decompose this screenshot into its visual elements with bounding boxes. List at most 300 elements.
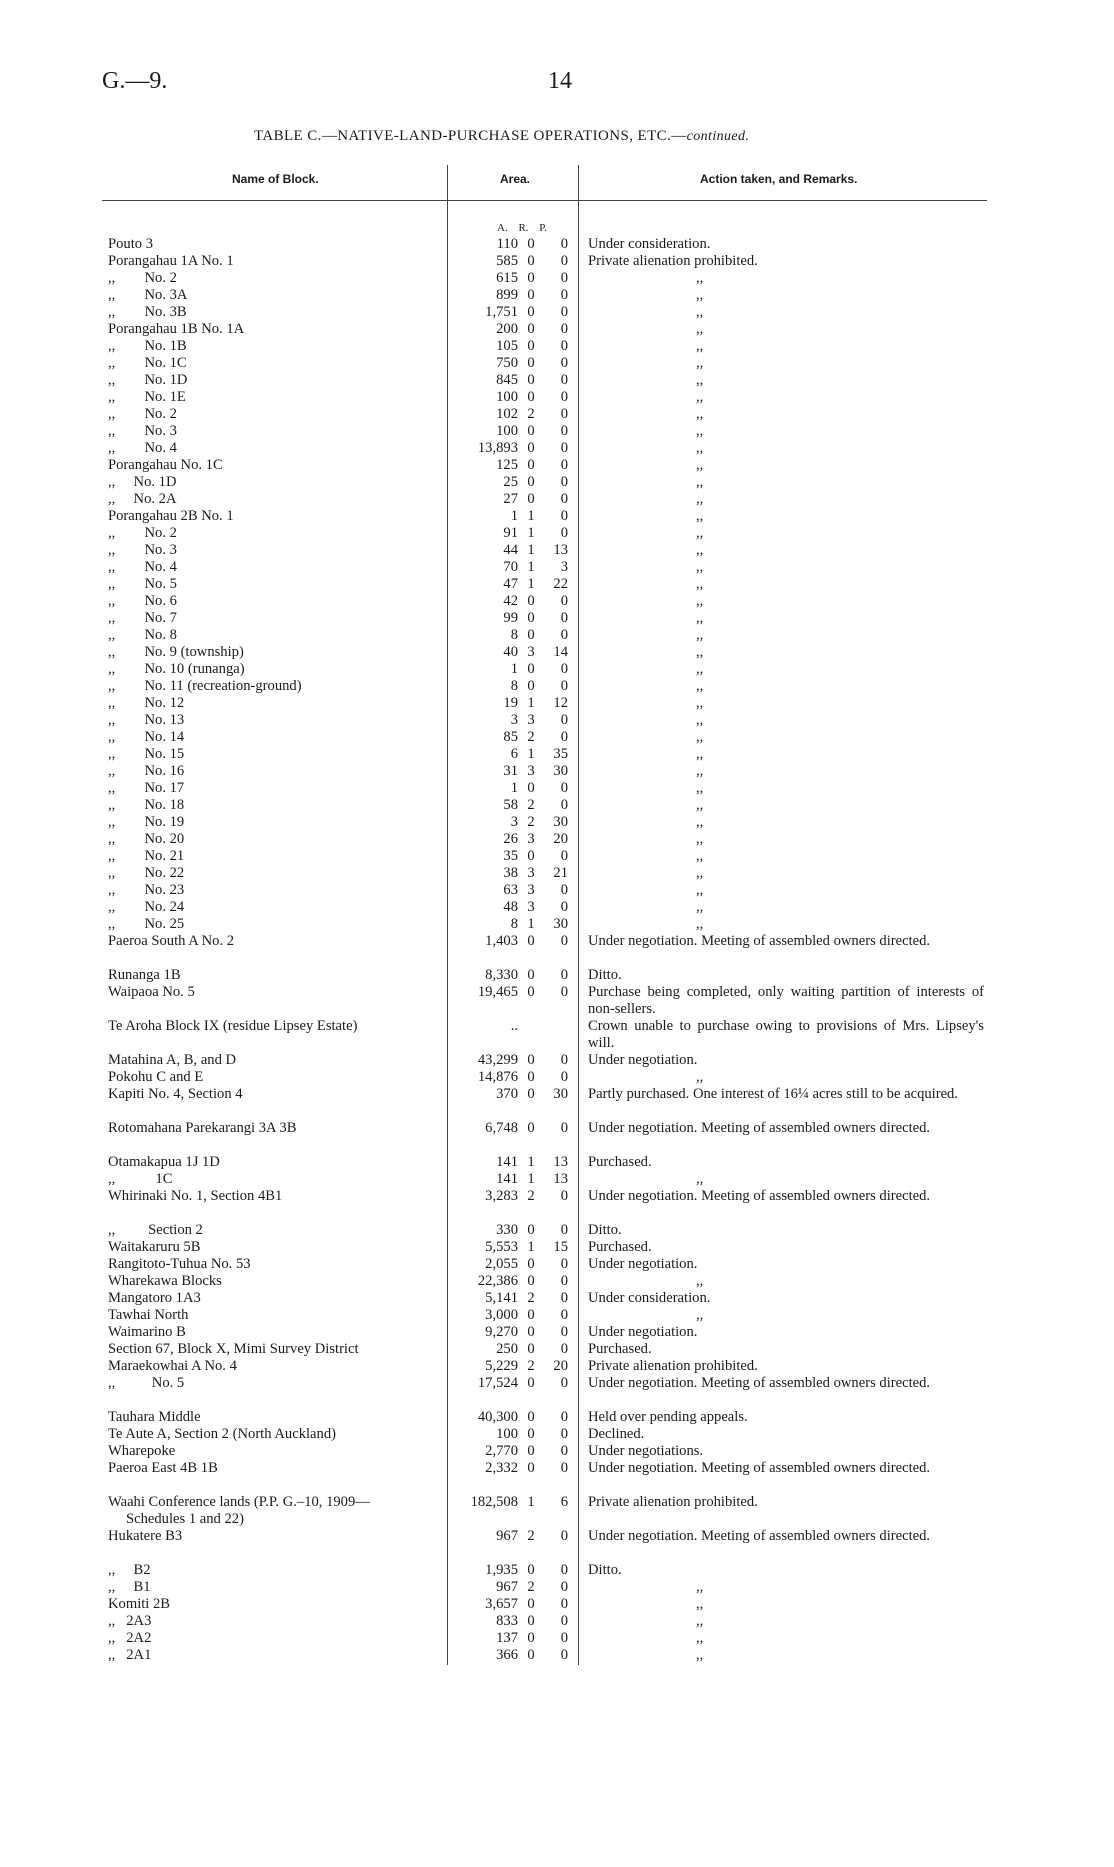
area-roods: 0 [527, 355, 535, 371]
area-perches: 0 [560, 236, 568, 252]
area-roods: 0 [527, 1647, 535, 1663]
table-row [0, 1528, 1114, 1545]
area-acres: 125 [496, 457, 518, 473]
ditto-mark: ,, [696, 916, 704, 932]
action-remark: Private alienation prohibited. [588, 253, 758, 269]
area-roods: 1 [527, 559, 535, 575]
table-row [0, 1613, 1114, 1630]
ditto-mark: ,, [696, 678, 704, 694]
block-name: ,, No. 9 (township) [108, 644, 244, 660]
area-perches: 0 [560, 423, 568, 439]
block-name: ,, No. 2 [108, 270, 177, 286]
area-roods: 2 [527, 729, 535, 745]
area-acres: 85 [503, 729, 518, 745]
ditto-mark: ,, [696, 338, 704, 354]
table-row [0, 695, 1114, 712]
table-row [0, 287, 1114, 304]
area-roods: 0 [527, 1375, 535, 1391]
area-acres: 8 [510, 627, 518, 643]
area-roods: 0 [527, 287, 535, 303]
table-row [0, 1069, 1114, 1086]
action-remark: Under consideration. [588, 1290, 711, 1306]
area-roods: 0 [527, 1596, 535, 1612]
table-row [0, 1307, 1114, 1324]
area-acres: 585 [496, 253, 518, 269]
area-perches: 0 [560, 1052, 568, 1068]
block-name: ,, No. 4 [108, 440, 177, 456]
area-perches: 13 [553, 1171, 568, 1187]
table-row [0, 270, 1114, 287]
area-acres: 2,770 [485, 1443, 518, 1459]
area-roods: 3 [527, 882, 535, 898]
area-perches: 0 [560, 984, 568, 1000]
area-acres: 899 [496, 287, 518, 303]
table-row [0, 1358, 1114, 1375]
ditto-mark: ,, [696, 389, 704, 405]
area-roods: 1 [527, 542, 535, 558]
area-acres: 26 [503, 831, 518, 847]
table-row [0, 780, 1114, 797]
area-roods: 0 [527, 1562, 535, 1578]
area-perches: 0 [560, 1426, 568, 1442]
area-perches: 0 [560, 1069, 568, 1085]
action-remark: Under negotiation. Meeting of assembled owners directed. [588, 1188, 931, 1204]
block-name: ,, No. 17 [108, 780, 185, 796]
area-perches: 0 [560, 1596, 568, 1612]
table-row [0, 1409, 1114, 1426]
table-row [0, 746, 1114, 763]
area-acres: 967 [496, 1579, 518, 1595]
block-name: ,, B2 [108, 1562, 151, 1578]
area-perches: 0 [560, 406, 568, 422]
area-roods: 0 [527, 967, 535, 983]
ditto-mark: ,, [696, 882, 704, 898]
area-acres: 3 [510, 712, 518, 728]
block-name: Pokohu C and E [108, 1069, 204, 1085]
area-perches: 35 [553, 746, 568, 762]
area-perches: 0 [560, 933, 568, 949]
block-name: Section 67, Block X, Mimi Survey District [108, 1341, 359, 1357]
block-name: Paeroa South A No. 2 [108, 933, 235, 949]
area-perches: 0 [560, 389, 568, 405]
table-row [0, 1086, 1114, 1103]
action-remark: Under negotiation. Meeting of assembled owners directed. [588, 933, 931, 949]
area-perches: 0 [560, 610, 568, 626]
table-row [0, 1120, 1114, 1137]
action-remark: Purchased. [588, 1239, 652, 1255]
area-roods: 1 [527, 746, 535, 762]
area-roods: 0 [527, 1120, 535, 1136]
area-perches: 13 [553, 1154, 568, 1170]
area-acres: 25 [503, 474, 518, 490]
area-perches: 0 [560, 287, 568, 303]
table-row [0, 814, 1114, 831]
table-row [0, 321, 1114, 338]
area-perches: 30 [553, 763, 568, 779]
area-perches: 0 [560, 780, 568, 796]
area-acres: 102 [496, 406, 518, 422]
table-row [0, 1647, 1114, 1664]
ditto-mark: ,, [696, 1579, 704, 1595]
block-name: ,, No. 4 [108, 559, 177, 575]
area-perches: 0 [560, 525, 568, 541]
table-row [0, 1018, 1114, 1051]
action-remark: Ditto. [588, 1562, 622, 1578]
block-name: Waitakaruru 5B [108, 1239, 201, 1255]
block-name: Hukatere B3 [108, 1528, 183, 1544]
area-roods: 0 [527, 321, 535, 337]
area-acres: 1,751 [485, 304, 518, 320]
area-roods: 2 [527, 406, 535, 422]
action-remark: Purchase being completed, only waiting partition of interests of non-sellers. [588, 984, 984, 1017]
area-acres: 31 [503, 763, 518, 779]
block-name: Paeroa East 4B 1B [108, 1460, 218, 1476]
ditto-mark: ,, [696, 1630, 704, 1646]
action-remark: Ditto. [588, 967, 622, 983]
area-acres: 27 [503, 491, 518, 507]
block-name: ,, No. 2 [108, 525, 177, 541]
area-acres: 48 [503, 899, 518, 915]
area-acres: 8 [510, 916, 518, 932]
area-acres: .. [510, 1018, 518, 1034]
ditto-mark: ,, [696, 542, 704, 558]
block-name: Kapiti No. 4, Section 4 [108, 1086, 243, 1102]
block-name: ,, No. 5 [108, 576, 177, 592]
table-row [0, 338, 1114, 355]
area-perches: 0 [560, 1120, 568, 1136]
area-perches: 15 [553, 1239, 568, 1255]
block-name: ,, No. 20 [108, 831, 185, 847]
area-perches: 6 [560, 1494, 568, 1510]
block-name: Maraekowhai A No. 4 [108, 1358, 237, 1374]
block-name: ,, No. 3A [108, 287, 188, 303]
area-acres: 38 [503, 865, 518, 881]
table-row [0, 1341, 1114, 1358]
area-perches: 0 [560, 440, 568, 456]
area-perches: 0 [560, 627, 568, 643]
area-perches: 0 [560, 1647, 568, 1663]
area-roods: 0 [527, 440, 535, 456]
area-acres: 5,229 [485, 1358, 518, 1374]
action-remark: Under consideration. [588, 236, 711, 252]
column-header-remarks: Action taken, and Remarks. [700, 172, 858, 186]
area-acres: 3,283 [485, 1188, 518, 1204]
block-name: ,, No. 1D [108, 474, 177, 490]
area-roods: 1 [527, 576, 535, 592]
area-roods: 0 [527, 1069, 535, 1085]
area-perches: 0 [560, 1630, 568, 1646]
area-perches: 0 [560, 1273, 568, 1289]
block-name: Te Aroha Block IX (residue Lipsey Estate) [108, 1018, 358, 1034]
area-acres: 1,403 [485, 933, 518, 949]
area-acres: 3 [510, 814, 518, 830]
area-perches: 0 [560, 355, 568, 371]
area-acres: 370 [496, 1086, 518, 1102]
area-acres: 2,332 [485, 1460, 518, 1476]
ditto-mark: ,, [696, 695, 704, 711]
area-perches: 0 [560, 1341, 568, 1357]
area-perches: 0 [560, 882, 568, 898]
area-acres: 3,657 [485, 1596, 518, 1612]
area-roods: 0 [527, 1630, 535, 1646]
block-name: ,, No. 1B [108, 338, 187, 354]
area-acres: 19,465 [477, 984, 518, 1000]
area-acres: 22,386 [477, 1273, 518, 1289]
ditto-mark: ,, [696, 610, 704, 626]
area-acres: 141 [496, 1171, 518, 1187]
table-row [0, 525, 1114, 542]
block-name: ,, 1C [108, 1171, 173, 1187]
ditto-mark: ,, [696, 593, 704, 609]
column-header-name: Name of Block. [232, 172, 319, 186]
table-title-continued: continued. [686, 129, 750, 144]
area-roods: 0 [527, 1443, 535, 1459]
area-acres: 100 [496, 1426, 518, 1442]
area-roods: 0 [527, 661, 535, 677]
area-perches: 0 [560, 899, 568, 915]
block-name-continued: Schedules 1 and 22) [126, 1511, 244, 1527]
area-roods: 2 [527, 1579, 535, 1595]
ditto-mark: ,, [696, 440, 704, 456]
ditto-mark: ,, [696, 406, 704, 422]
ditto-mark: ,, [696, 848, 704, 864]
action-remark: Private alienation prohibited. [588, 1494, 758, 1510]
table-row [0, 661, 1114, 678]
area-perches: 3 [560, 559, 568, 575]
area-roods: 0 [527, 423, 535, 439]
area-roods: 2 [527, 1290, 535, 1306]
area-perches: 0 [560, 1256, 568, 1272]
table-row [0, 984, 1114, 1017]
block-name: Porangahau 1B No. 1A [108, 321, 245, 337]
table-row [0, 797, 1114, 814]
area-acres: 967 [496, 1528, 518, 1544]
table-row [0, 882, 1114, 899]
table-row [0, 916, 1114, 933]
table-row [0, 899, 1114, 916]
area-roods: 3 [527, 712, 535, 728]
area-perches: 0 [560, 491, 568, 507]
table-row [0, 678, 1114, 695]
area-roods: 0 [527, 1409, 535, 1425]
area-roods: 0 [527, 1426, 535, 1442]
ditto-mark: ,, [696, 1273, 704, 1289]
table-row [0, 253, 1114, 270]
action-remark: Ditto. [588, 1222, 622, 1238]
area-acres: 14,876 [477, 1069, 518, 1085]
area-acres: 5,553 [485, 1239, 518, 1255]
area-roods: 1 [527, 1154, 535, 1170]
area-units: A. R. P. [497, 222, 547, 234]
block-name: Mangatoro 1A3 [108, 1290, 201, 1306]
area-perches: 0 [560, 797, 568, 813]
block-name: ,, 2A1 [108, 1647, 152, 1663]
table-row [0, 1426, 1114, 1443]
table-row [0, 474, 1114, 491]
table-row [0, 508, 1114, 525]
block-name: Porangahau No. 1C [108, 457, 223, 473]
block-name: Matahina A, B, and D [108, 1052, 237, 1068]
ditto-mark: ,, [696, 1613, 704, 1629]
table-row [0, 1443, 1114, 1460]
ditto-mark: ,, [696, 423, 704, 439]
area-roods: 0 [527, 372, 535, 388]
area-acres: 40 [503, 644, 518, 660]
block-name: Waahi Conference lands (P.P. G.–10, 1909— [108, 1494, 370, 1510]
table-row [0, 1239, 1114, 1256]
area-acres: 845 [496, 372, 518, 388]
ditto-mark: ,, [696, 661, 704, 677]
table-row [0, 1052, 1114, 1069]
action-remark: Declined. [588, 1426, 645, 1442]
area-acres: 1 [510, 661, 518, 677]
block-name: ,, 2A3 [108, 1613, 152, 1629]
table-row [0, 865, 1114, 882]
area-perches: 0 [560, 372, 568, 388]
area-roods: 1 [527, 1171, 535, 1187]
ditto-mark: ,, [696, 780, 704, 796]
area-roods: 0 [527, 1086, 535, 1102]
area-roods: 0 [527, 236, 535, 252]
area-acres: 1,935 [485, 1562, 518, 1578]
block-name: ,, No. 11 (recreation-ground) [108, 678, 302, 694]
ditto-mark: ,, [696, 1647, 704, 1663]
table-row [0, 610, 1114, 627]
ditto-mark: ,, [696, 270, 704, 286]
area-roods: 0 [527, 984, 535, 1000]
ditto-mark: ,, [696, 712, 704, 728]
area-perches: 30 [553, 916, 568, 932]
area-roods: 0 [527, 1324, 535, 1340]
area-roods: 2 [527, 1188, 535, 1204]
block-name: Rangitoto-Tuhua No. 53 [108, 1256, 251, 1272]
block-name: Runanga 1B [108, 967, 181, 983]
area-roods: 0 [527, 491, 535, 507]
area-acres: 615 [496, 270, 518, 286]
block-name: ,, No. 2 [108, 406, 177, 422]
block-name: ,, No. 6 [108, 593, 177, 609]
table-row [0, 627, 1114, 644]
area-perches: 0 [560, 1443, 568, 1459]
action-remark: Purchased. [588, 1154, 652, 1170]
area-perches: 0 [560, 712, 568, 728]
ditto-mark: ,, [696, 304, 704, 320]
area-acres: 99 [503, 610, 518, 626]
table-row [0, 831, 1114, 848]
table-row [0, 1324, 1114, 1341]
area-roods: 0 [527, 780, 535, 796]
area-perches: 0 [560, 967, 568, 983]
area-acres: 8,330 [485, 967, 518, 983]
area-roods: 0 [527, 1460, 535, 1476]
table-row [0, 372, 1114, 389]
ditto-mark: ,, [696, 865, 704, 881]
area-perches: 0 [560, 1188, 568, 1204]
block-name: ,, No. 5 [108, 1375, 185, 1391]
area-perches: 0 [560, 1324, 568, 1340]
block-name: ,, No. 7 [108, 610, 177, 626]
area-acres: 200 [496, 321, 518, 337]
action-remark: Under negotiations. [588, 1443, 704, 1459]
area-acres: 70 [503, 559, 518, 575]
area-roods: 0 [527, 270, 535, 286]
block-name: ,, No. 13 [108, 712, 185, 728]
area-roods: 0 [527, 1613, 535, 1629]
table-row [0, 848, 1114, 865]
area-acres: 13,893 [477, 440, 518, 456]
area-perches: 0 [560, 1528, 568, 1544]
column-header-area: Area. [500, 172, 531, 186]
action-remark: Under negotiation. [588, 1052, 698, 1068]
area-acres: 17,524 [477, 1375, 518, 1391]
action-remark: Crown unable to purchase owing to provisions of Mrs. Lipsey's will. [588, 1018, 984, 1051]
area-acres: 9,270 [485, 1324, 518, 1340]
ditto-mark: ,, [696, 576, 704, 592]
area-perches: 22 [553, 576, 568, 592]
block-name: ,, No. 8 [108, 627, 177, 643]
block-name: ,, No. 22 [108, 865, 185, 881]
ditto-mark: ,, [696, 899, 704, 915]
table-row [0, 304, 1114, 321]
table-row [0, 389, 1114, 406]
ditto-mark: ,, [696, 355, 704, 371]
area-acres: 750 [496, 355, 518, 371]
action-remark: Purchased. [588, 1341, 652, 1357]
area-roods: 0 [527, 1307, 535, 1323]
block-name: Waimarino B [108, 1324, 186, 1340]
area-roods: 1 [527, 1494, 535, 1510]
block-name: ,, No. 2A [108, 491, 177, 507]
area-acres: 3,000 [485, 1307, 518, 1323]
area-roods: 3 [527, 644, 535, 660]
area-perches: 0 [560, 848, 568, 864]
ditto-mark: ,, [696, 746, 704, 762]
table-row [0, 1290, 1114, 1307]
block-name: ,, No. 1D [108, 372, 188, 388]
area-acres: 1 [510, 508, 518, 524]
area-roods: 3 [527, 831, 535, 847]
area-perches: 30 [553, 814, 568, 830]
area-perches: 20 [553, 1358, 568, 1374]
area-roods: 3 [527, 763, 535, 779]
block-name: Tawhai North [108, 1307, 189, 1323]
table-title-text: TABLE C.—NATIVE-LAND-PURCHASE OPERATIONS, ETC.— [254, 128, 687, 144]
table-row [0, 1579, 1114, 1596]
block-name: Pouto 3 [108, 236, 154, 252]
area-roods: 1 [527, 525, 535, 541]
ditto-mark: ,, [696, 559, 704, 575]
block-name: ,, No. 21 [108, 848, 185, 864]
area-perches: 0 [560, 1579, 568, 1595]
area-acres: 44 [503, 542, 518, 558]
table-row [0, 1460, 1114, 1477]
area-roods: 0 [527, 1256, 535, 1272]
area-acres: 366 [496, 1647, 518, 1663]
action-remark: Under negotiation. Meeting of assembled owners directed. [588, 1375, 931, 1391]
area-roods: 2 [527, 814, 535, 830]
area-acres: 137 [496, 1630, 518, 1646]
area-acres: 100 [496, 389, 518, 405]
area-roods: 3 [527, 865, 535, 881]
area-roods: 0 [527, 1273, 535, 1289]
area-roods: 1 [527, 695, 535, 711]
area-perches: 0 [560, 661, 568, 677]
area-acres: 250 [496, 1341, 518, 1357]
area-acres: 35 [503, 848, 518, 864]
block-name: ,, No. 24 [108, 899, 185, 915]
area-roods: 1 [527, 508, 535, 524]
area-roods: 0 [527, 304, 535, 320]
